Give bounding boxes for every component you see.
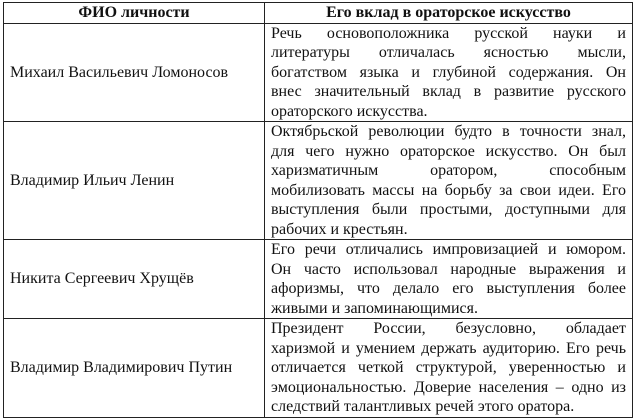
header-name: ФИО личности <box>4 3 265 24</box>
contribution-line: Октябрьской революции будто в точности знал, <box>271 123 626 140</box>
contribution-line: харизмой и умением держать аудиторию. Его речь <box>271 339 626 357</box>
contribution-line: живыми и запоминающимися. <box>271 299 478 317</box>
contribution-line: Речь основоположника русской науки и <box>271 24 626 42</box>
table-row <box>4 122 633 240</box>
header-contribution: Его вклад в ораторское искусство <box>265 3 633 24</box>
orators-table <box>3 2 633 418</box>
contribution-line: Его речи отличались импровизацией и юмором. <box>271 241 626 258</box>
person-name: Никита Сергеевич Хрущёв <box>4 240 265 319</box>
header-row <box>4 3 633 24</box>
contribution-line: богатством языка и глубиной содержания. Он <box>271 63 626 81</box>
contribution-line: внес значительный вклад в развитие русского <box>271 83 626 100</box>
contribution-line: Президент России, безусловно, обладает <box>271 320 626 337</box>
contribution-line: Он часто использовал народные выражения и <box>271 260 626 278</box>
contribution-cell <box>265 240 633 319</box>
table-row <box>4 240 633 319</box>
contribution-cell <box>265 23 633 122</box>
contribution-line: харизматичным оратором, способным <box>271 162 626 179</box>
contribution-line: эмоциональностью. Доверие населения – одно из <box>271 378 626 396</box>
person-name: Владимир Владимирович Путин <box>4 319 265 418</box>
person-name: Владимир Ильич Ленин <box>4 122 265 240</box>
contribution-line: мобилизовать массы на борьбу за свои идеи. Его <box>271 181 626 199</box>
contribution-line: следствий талантливых речей этого оратора. <box>271 398 575 415</box>
contribution-line: отличается четкой структурой, уверенностью и <box>271 359 626 376</box>
contribution-line: ораторского искусства. <box>271 102 428 120</box>
table-row <box>4 23 633 122</box>
contribution-line: для чего нужно ораторское искусство. Он был <box>271 142 626 160</box>
contribution-line: выступления были простыми, доступными для <box>271 201 626 218</box>
contribution-line: рабочих и крестьян. <box>271 220 408 238</box>
table-row <box>4 319 633 418</box>
contribution-cell <box>265 319 633 418</box>
contribution-line: афоризмы, что делало его выступления более <box>271 280 626 297</box>
contribution-cell <box>265 122 633 240</box>
person-name: Михаил Васильевич Ломоносов <box>4 23 265 122</box>
contribution-line: литературы отличалась ясностью мысли, <box>271 44 626 61</box>
